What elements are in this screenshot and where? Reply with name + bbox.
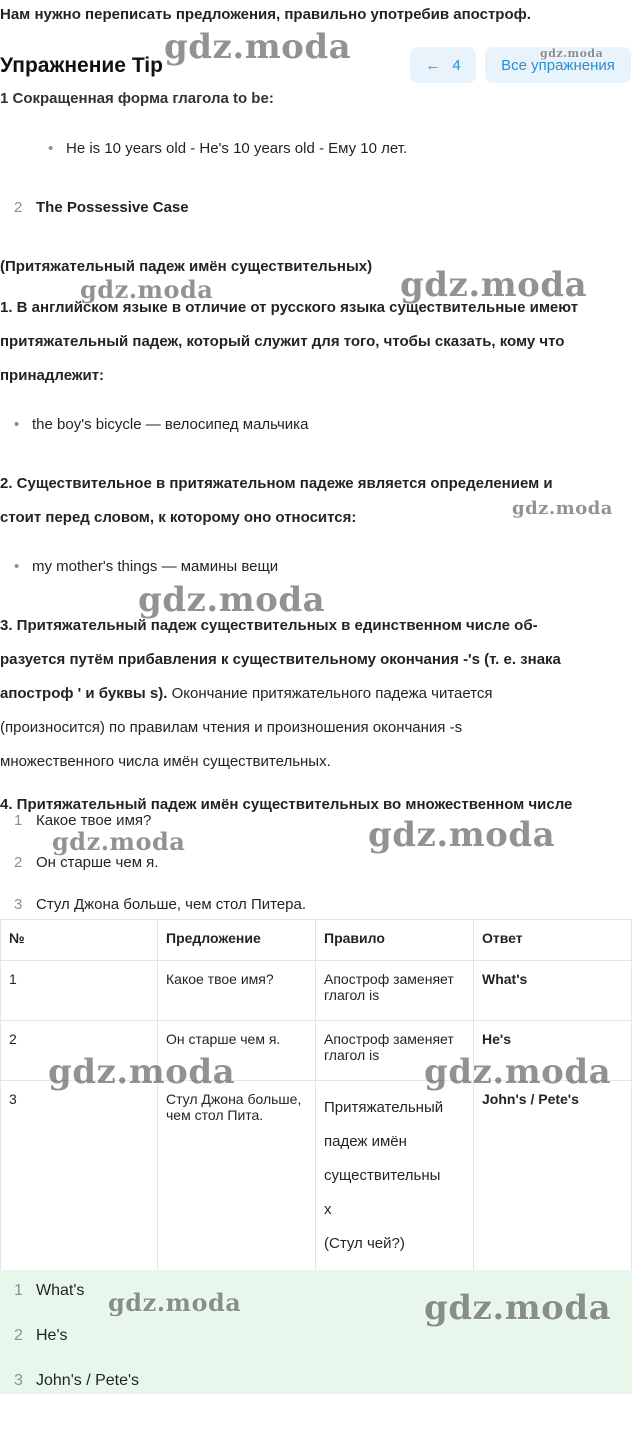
- page-title: Упражнение Tip: [0, 54, 163, 77]
- paragraph-line: 2. Существительное в притяжательном падеже является определением и: [0, 475, 553, 492]
- paragraph-line: 1. В английском языке в отличие от русского языка существительные имеют: [0, 299, 579, 316]
- answer-table: [0, 919, 632, 1272]
- theory-cut-line: 1 Сокращенная форма глагола to be:: [0, 90, 274, 107]
- paragraph-line: принадлежит:: [0, 367, 105, 384]
- task-intro: Нам нужно переписать предложения, правильно употребив апостроф.: [0, 6, 531, 23]
- bullet-icon: •: [14, 558, 20, 575]
- table-cell: Апостроф заменяет глагол is: [316, 961, 474, 1021]
- arrow-left-icon: ←: [425, 56, 441, 74]
- table-cell: He's: [474, 1021, 632, 1081]
- table-cell: Какое твое имя?: [158, 961, 316, 1021]
- paragraph-line: (произносится) по правилам чтения и произношения окончания -s: [0, 719, 463, 736]
- watermark: gdz.moda: [138, 580, 326, 620]
- bullet-icon: •: [48, 140, 54, 157]
- list-item: 1 Какое твое имя?: [14, 812, 152, 829]
- watermark: gdz.moda: [48, 1052, 236, 1092]
- all-exercises-button[interactable]: Все упражнения: [485, 47, 631, 83]
- watermark: gdz.moda: [512, 498, 613, 519]
- answer-block: [0, 1270, 632, 1394]
- list-item: 1 What's: [14, 1282, 85, 1299]
- table-cell: 1: [1, 961, 158, 1021]
- subheading: (Притяжательный падеж имён существительных): [0, 258, 373, 275]
- paragraph-line: 3. Притяжательный падеж существительных в единственном числе об-: [0, 617, 538, 634]
- paragraph-line: стоит перед словом, к которому оно относится:: [0, 509, 357, 526]
- table-header: Правило: [316, 920, 474, 961]
- table-header: №: [1, 920, 158, 961]
- table-header: Ответ: [474, 920, 632, 961]
- prev-exercise-button[interactable]: [410, 47, 476, 83]
- watermark: gdz.moda: [80, 275, 214, 304]
- table-cell: Стул Джона больше, чем стол Пита.: [158, 1081, 316, 1272]
- table-header: Предложение: [158, 920, 316, 961]
- list-item: 3 Стул Джона больше, чем стол Питера.: [14, 896, 306, 913]
- list-item: 2 Он старше чем я.: [14, 854, 159, 871]
- table-header-row: [1, 920, 632, 961]
- paragraph-line: притяжательный падеж, который служит для того, чтобы сказать, кому что: [0, 333, 565, 350]
- table-cell: 2: [1, 1021, 158, 1081]
- table-cell: What's: [474, 961, 632, 1021]
- table-row: [1, 1021, 632, 1081]
- table-cell: Притяжательный падеж имён существительны х (Стул чей?): [316, 1081, 474, 1272]
- table-cell: Апостроф заменяет глагол is: [316, 1021, 474, 1081]
- watermark: gdz.moda: [400, 265, 588, 305]
- watermark: gdz.moda: [52, 827, 186, 856]
- watermark: gdz.moda: [424, 1288, 612, 1328]
- table-cell: 3: [1, 1081, 158, 1272]
- watermark: gdz.moda: [108, 1288, 242, 1317]
- section-heading: 2 The Possessive Case: [14, 199, 189, 216]
- paragraph-line: множественного числа имён существительных.: [0, 753, 331, 770]
- prev-exercise-label: 4: [452, 56, 461, 74]
- sentence-list: [0, 800, 632, 926]
- table-cell: Он старше чем я.: [158, 1021, 316, 1081]
- list-item: 2 He's: [14, 1327, 68, 1344]
- theory-section: [0, 90, 632, 813]
- watermark: gdz.moda: [540, 47, 604, 60]
- watermark: gdz.moda: [368, 815, 556, 855]
- paragraph-line: разуется путём прибавления к существительному окончания -'s (т. е. знака: [0, 651, 561, 668]
- list-item: • He is 10 years old - He's 10 years old - Ему 10 лет.: [0, 132, 632, 166]
- watermark: gdz.moda: [164, 27, 352, 67]
- list-item: • my mother's things — мамины вещи: [0, 550, 632, 584]
- table-row: [1, 1081, 632, 1272]
- paragraph-line: 4. Притяжательный падеж имён существительных во множественном числе: [0, 796, 573, 813]
- bullet-icon: •: [14, 416, 20, 433]
- table-cell: John's / Pete's: [474, 1081, 632, 1272]
- watermark: gdz.moda: [424, 1052, 612, 1092]
- list-item: 3 John's / Pete's: [14, 1372, 140, 1389]
- paragraph-line: апостроф ' и буквы s). Окончание притяжательного падежа читается: [0, 685, 493, 702]
- table-row: [1, 961, 632, 1021]
- list-item: • the boy's bicycle — велосипед мальчика: [0, 408, 632, 442]
